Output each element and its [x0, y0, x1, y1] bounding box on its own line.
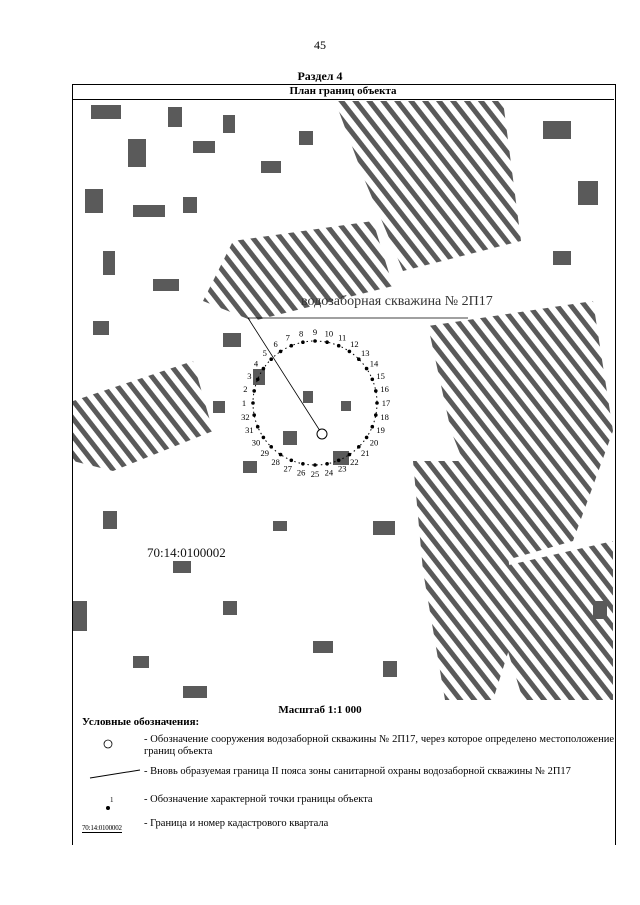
point-sample: 1	[110, 796, 114, 804]
boundary-point-12	[348, 350, 352, 354]
boundary-point-13	[357, 357, 361, 361]
legend-item-point	[74, 792, 614, 814]
boundary-point-label-30: 30	[251, 437, 261, 448]
boundary-point-label-16: 16	[380, 384, 389, 395]
boundary-point-label-32: 32	[241, 411, 250, 422]
boundary-point-label-26: 26	[296, 467, 306, 478]
boundary-point-label-19: 19	[376, 425, 385, 436]
cadastral-label: 70:14:0100002	[147, 545, 226, 560]
boundary-point-label-23: 23	[337, 463, 347, 474]
boundary-point-label-3: 3	[247, 370, 252, 381]
boundary-point-2	[252, 389, 256, 393]
boundary-point-label-31: 31	[245, 425, 254, 436]
boundary-point-label-18: 18	[380, 411, 389, 422]
boundary-point-label-13: 13	[360, 347, 370, 358]
boundary-point-label-12: 12	[350, 339, 359, 349]
boundary-point-label-11: 11	[338, 332, 347, 343]
well-structure	[317, 429, 327, 439]
boundary-point-7	[290, 344, 294, 348]
boundary-point-label-2: 2	[243, 384, 248, 395]
boundary-map	[73, 101, 613, 700]
boundary-point-label-17: 17	[381, 398, 391, 408]
boundary-point-17	[375, 401, 379, 405]
boundary-point-label-7: 7	[285, 332, 290, 343]
boundary-point-label-14: 14	[369, 358, 379, 369]
boundary-point-label-22: 22	[350, 457, 359, 467]
boundary-point-4	[262, 367, 266, 371]
legend-item-cadastral	[74, 818, 614, 840]
boundary-point-9	[313, 339, 317, 343]
hatched-building-zones	[73, 101, 613, 700]
boundary-point-31	[256, 425, 260, 429]
boundary-point-1	[251, 401, 255, 405]
boundary-point-label-9: 9	[312, 327, 318, 337]
boundary-points	[241, 327, 390, 479]
boundary-point-27	[290, 459, 294, 463]
boundary-point-8	[301, 340, 305, 344]
boundary-point-29	[269, 445, 273, 449]
boundary-point-10	[325, 340, 329, 344]
boundary-point-11	[337, 344, 341, 348]
boundary-point-28	[279, 453, 283, 457]
boundary-point-30	[262, 436, 266, 440]
legend-title: Условные обозначения:	[82, 716, 200, 728]
legend-text-structure: - Обозначение сооружения водозаборной скважины № 2П17, через которое определено местоположение границ объекта	[144, 734, 614, 757]
boundary-point-label-6: 6	[273, 339, 278, 349]
boundary-point-25	[313, 463, 317, 467]
legend-text-point: - Обозначение характерной точки границы объекта	[144, 794, 373, 805]
boundary-point-label-25: 25	[310, 469, 320, 479]
boundary-point-32	[252, 413, 256, 417]
boundary-point-label-20: 20	[369, 437, 379, 448]
cadastral-quarter-icon: 70:14:0100002	[82, 824, 122, 832]
boundary-point-5	[269, 357, 273, 361]
boundary-point-label-10: 10	[324, 328, 334, 339]
boundary-point-16	[374, 389, 378, 393]
boundary-point-18	[374, 413, 378, 417]
boundary-point-24	[325, 462, 329, 466]
boundary-point-label-28: 28	[271, 457, 280, 467]
scale-label: Масштаб 1:1 000	[278, 704, 362, 716]
legend-text-cadastral: - Граница и номер кадастрового квартала	[144, 818, 329, 829]
boundary-point-15	[371, 378, 375, 382]
legend-item-boundary	[74, 764, 614, 792]
legend-item-structure	[74, 732, 614, 764]
boundary-point-26	[301, 462, 305, 466]
boundary-point-label-24: 24	[324, 467, 334, 478]
boundary-point-label-5: 5	[262, 347, 267, 358]
page-number: 45	[314, 38, 326, 52]
circle-icon	[74, 732, 142, 762]
boundary-point-19	[371, 425, 375, 429]
boundary-point-label-8: 8	[298, 328, 304, 339]
boundary-point-label-29: 29	[260, 448, 270, 459]
plan-title: План границ объекта	[72, 84, 614, 100]
boundary-point-label-15: 15	[376, 370, 385, 381]
boundary-point-label-4: 4	[253, 358, 259, 369]
legend-text-boundary: - Вновь образуемая граница II пояса зоны санитарной охраны водозаборной скважины № 2П17	[144, 766, 571, 777]
object-label: водозаборная скважина № 2П17	[301, 294, 493, 309]
boundary-point-3	[256, 378, 260, 382]
boundary-point-label-27: 27	[283, 463, 293, 474]
boundary-line-icon	[74, 764, 142, 794]
section-title: Раздел 4	[297, 69, 343, 83]
boundary-point-14	[365, 367, 369, 371]
boundary-point-22	[348, 453, 352, 457]
boundary-point-label-1: 1	[241, 398, 247, 408]
boundary-point-20	[365, 436, 369, 440]
boundary-point-label-21: 21	[360, 448, 370, 459]
boundary-point-23	[337, 459, 341, 463]
boundary-point-6	[279, 350, 283, 354]
